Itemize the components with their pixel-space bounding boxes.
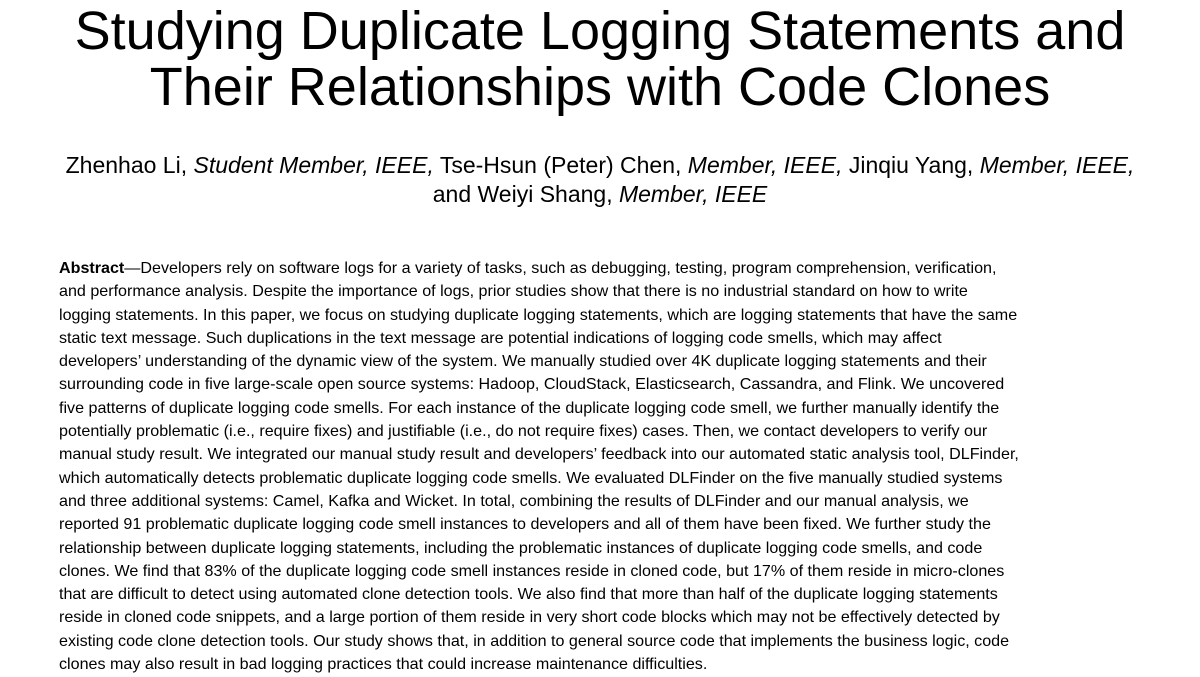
abstract-line: potentially problematic (i.e., require fixes) and justifiable (i.e., do not require fixes) cases. Then, we contact developers to verify our	[59, 422, 988, 441]
title-line: Their Relationships with Code Clones	[149, 57, 1051, 117]
abstract-line: static text message. Such duplications in the text message are potential indications of logging code smells, which may affect	[59, 328, 942, 347]
abstract-line: reported 91 problematic duplicate logging code smell instances to developers and all of them have been fixed. We further study the	[59, 515, 991, 534]
abstract-line	[59, 257, 1149, 280]
abstract-line: logging statements. In this paper, we focus on studying duplicate logging statements, which are logging statements that have the same	[59, 305, 1018, 324]
abstract-line: reside in cloned code snippets, and a large portion of them reside in very short code blocks which may not be effectively detected by	[59, 608, 1000, 627]
author-name: Jinqiu Yang,	[848, 152, 974, 178]
abstract-label: Abstract	[59, 259, 125, 277]
author-affiliation: Member, IEEE,	[687, 152, 843, 178]
abstract-line: surrounding code in five large-scale open source systems: Hadoop, CloudStack, Elasticsearch, Cassandra, and Flink. We uncovered	[59, 375, 1005, 394]
abstract-line: which automatically detects problematic duplicate logging code smells. We evaluated DLFinder on the five manually studied systems	[59, 468, 1003, 487]
abstract-line: clones. We find that 83% of the duplicate logging code smell instances reside in cloned code, but 17% of them reside in micro-clones	[59, 561, 1005, 580]
author-name: Zhenhao Li,	[65, 152, 188, 178]
abstract-line: manual study result. We integrated our manual study result and developers’ feedback into our automated static analysis tool, DLFinder,	[59, 445, 1019, 464]
abstract-line: and three additional systems: Camel, Kafka and Wicket. In total, combining the results of DLFinder and our manual analysis, we	[59, 491, 969, 510]
abstract-text: —Developers rely on software logs for a variety of tasks, such as debugging, testing, program comprehension, verification,	[124, 259, 997, 277]
author-affiliation: Member, IEEE	[618, 181, 768, 207]
author-line	[0, 151, 1200, 180]
abstract-line: clones may also result in bad logging practices that could increase maintenance difficulties.	[59, 655, 708, 674]
author-affiliation: Student Member, IEEE,	[193, 152, 434, 178]
abstract-line: and performance analysis. Despite the importance of logs, prior studies show that there is no industrial standard on how to write	[59, 282, 968, 301]
author-name: Tse-Hsun (Peter) Chen,	[439, 152, 682, 178]
abstract-line: five patterns of duplicate logging code smells. For each instance of the duplicate logging code smell, we further manually identify the	[59, 398, 1000, 417]
author-list	[0, 151, 1200, 209]
author-name: and Weiyi Shang,	[432, 181, 613, 207]
author-line	[0, 180, 1200, 209]
abstract-line: existing code clone detection tools. Our study shows that, in addition to general source code that implements the business logic, code	[59, 631, 1010, 650]
paper-title	[0, 0, 1200, 115]
abstract-line: developers’ understanding of the dynamic view of the system. We manually studied over 4K duplicate logging statements and their	[59, 352, 987, 371]
abstract	[59, 257, 1149, 676]
abstract-line: that are difficult to detect using automated clone detection tools. We also find that more than half of the duplicate logging statements	[59, 585, 998, 604]
title-line: Studying Duplicate Logging Statements and	[74, 1, 1126, 61]
abstract-line: relationship between duplicate logging statements, including the problematic instances of duplicate logging code smells, and code	[59, 538, 983, 557]
author-affiliation: Member, IEEE,	[979, 152, 1135, 178]
